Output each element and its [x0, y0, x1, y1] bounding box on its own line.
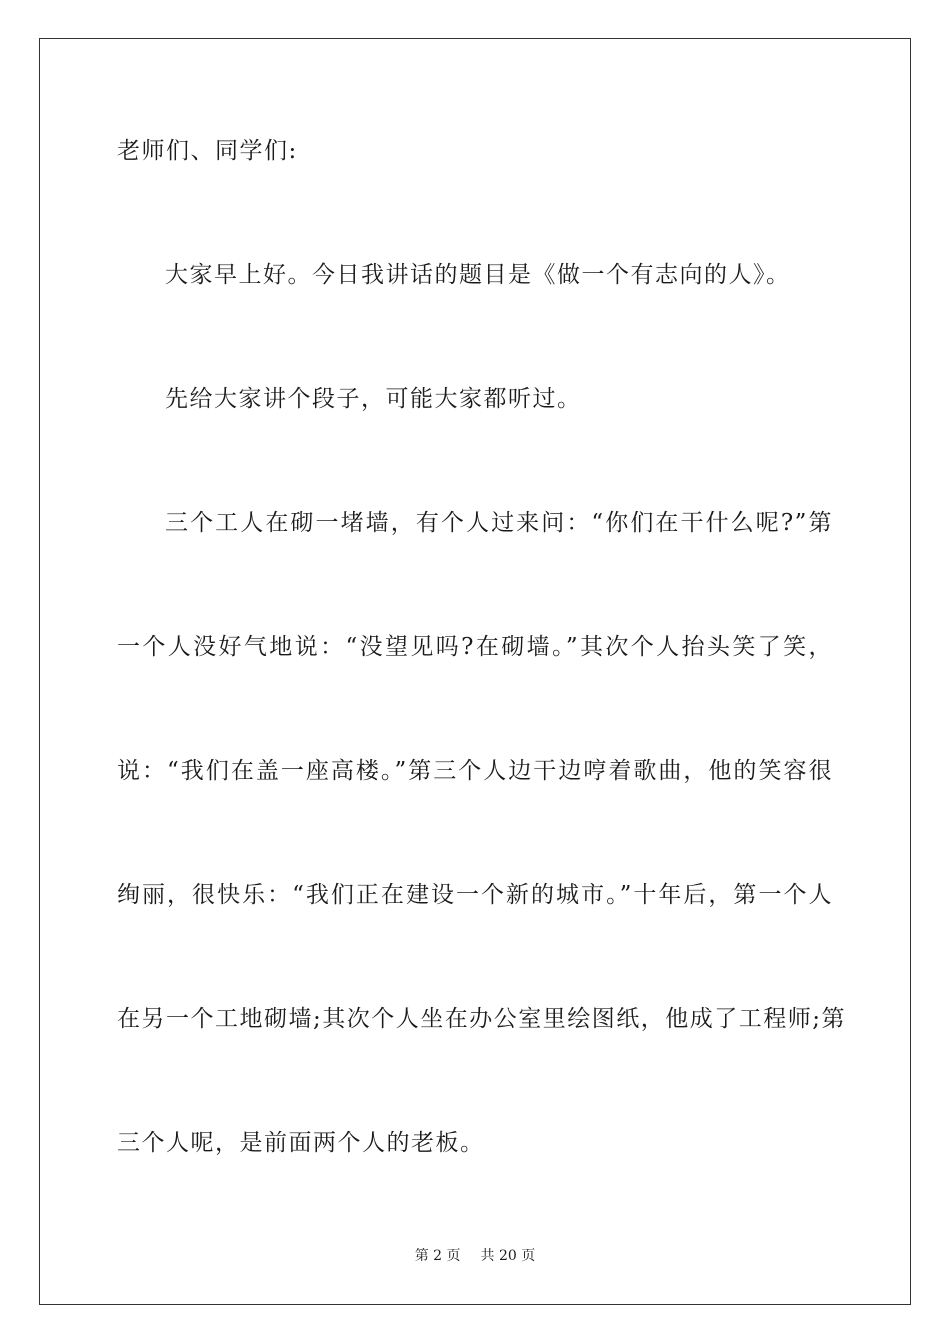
- page-border: [39, 38, 911, 1305]
- paragraph-story-line-1: 三个工人在砌一堵墙，有个人过来问：“你们在干什么呢?”第: [165, 510, 833, 536]
- paragraph-story-line-2: 一个人没好气地说：“没望见吗?在砌墙。”其次个人抬头笑了笑，: [117, 634, 833, 660]
- page-footer: [0, 1246, 950, 1266]
- page-number: 第 2 页: [414, 1248, 461, 1264]
- page-total: 共 20 页: [480, 1248, 536, 1264]
- paragraph-intro: 先给大家讲个段子，可能大家都听过。: [165, 386, 582, 412]
- paragraph-story-line-3: 说：“我们在盖一座高楼。”第三个人边干边哼着歌曲，他的笑容很: [117, 758, 833, 784]
- paragraph-story-line-6: 三个人呢，是前面两个人的老板。: [117, 1130, 485, 1156]
- paragraph-story-line-5: 在另一个工地砌墙;其次个人坐在办公室里绘图纸，他成了工程师;第: [117, 1006, 846, 1032]
- paragraph-story-line-4: 绚丽，很快乐：“我们正在建设一个新的城市。”十年后，第一个人: [117, 882, 833, 908]
- salutation: 老师们、同学们:: [117, 138, 298, 164]
- paragraph-greeting: 大家早上好。今日我讲话的题目是《做一个有志向的人》。: [165, 262, 791, 288]
